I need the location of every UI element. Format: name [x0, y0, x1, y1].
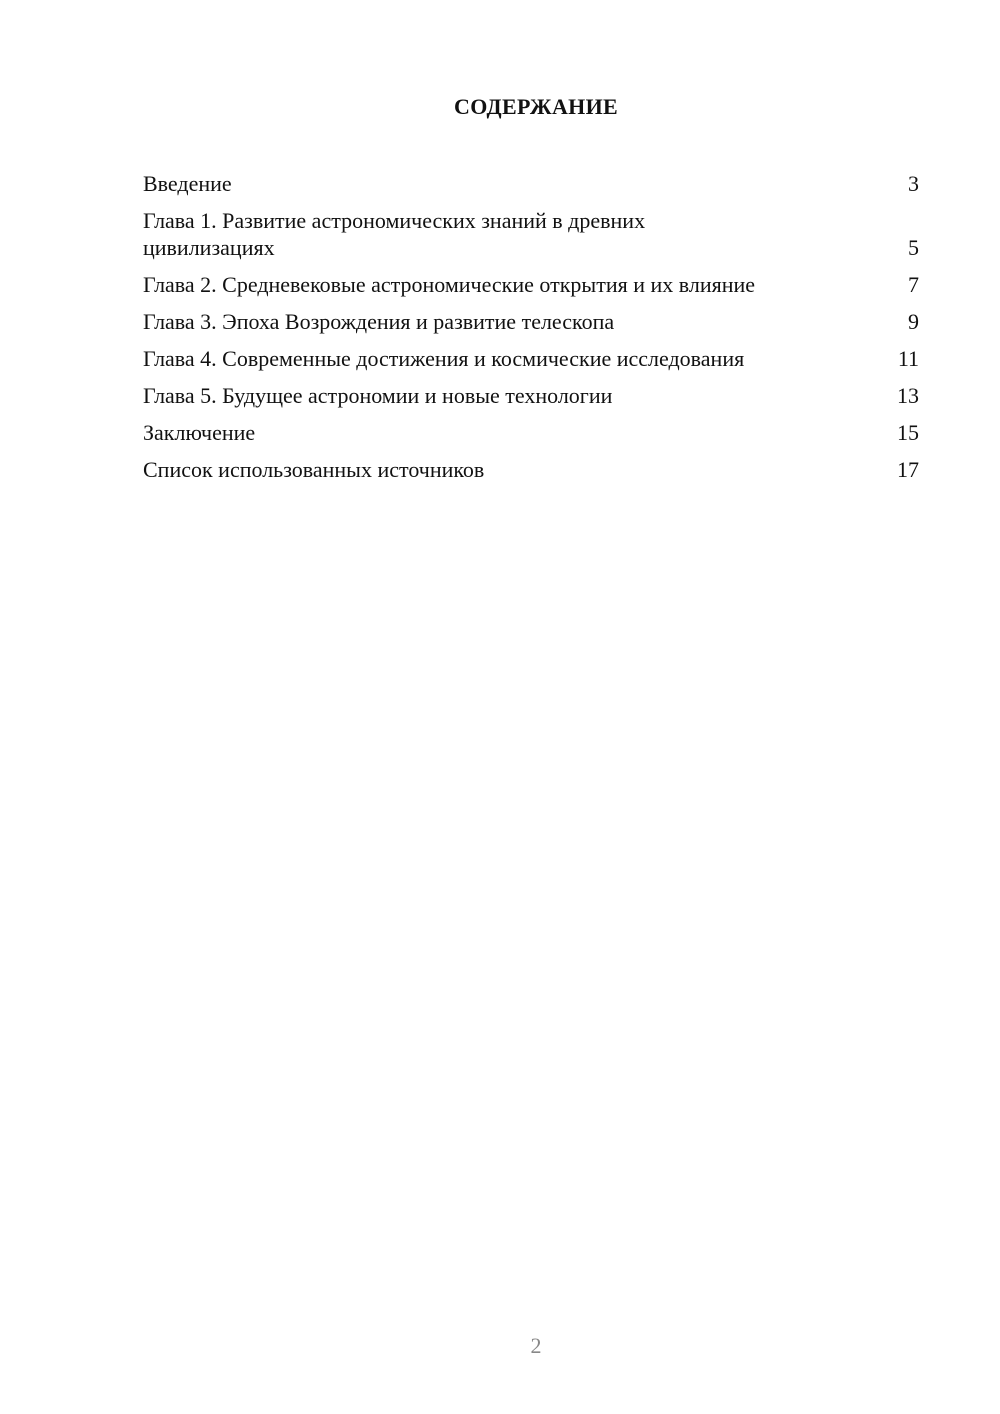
toc-entry-title: Список использованных источников	[143, 457, 485, 482]
toc-entry-title: Глава 5. Будущее астрономии и новые технологии	[143, 383, 613, 408]
page-number: 2	[530, 1333, 542, 1358]
toc-entry-page: 13	[897, 383, 919, 408]
toc-entry-chapter-5	[143, 382, 919, 409]
toc-entry-title: Глава 2. Средневековые астрономические открытия и их влияние	[143, 272, 756, 297]
toc-entry-chapter-4	[143, 345, 919, 372]
toc-entry-title: Введение	[143, 171, 232, 196]
toc-entry-page: 5	[908, 235, 919, 260]
toc-entry-page: 3	[908, 171, 919, 196]
toc-entry-chapter-1	[143, 207, 919, 261]
toc-entry-conclusion	[143, 419, 919, 446]
toc-entry-page: 9	[908, 309, 919, 334]
toc-entry-chapter-3	[143, 308, 919, 335]
toc-entry-title: Глава 4. Современные достижения и космические исследования	[143, 346, 745, 371]
toc-entry-title: Глава 3. Эпоха Возрождения и развитие телескопа	[143, 309, 615, 334]
toc-entry-title: Заключение	[143, 420, 256, 445]
toc-entry-page: 7	[908, 272, 919, 297]
toc-entry-page: 11	[897, 346, 919, 371]
toc-entry-references	[143, 456, 919, 483]
page-title: СОДЕРЖАНИЕ	[454, 94, 618, 119]
table-of-contents	[143, 170, 919, 493]
toc-entry-chapter-2	[143, 271, 919, 298]
toc-entry-title: Глава 1. Развитие астрономических знаний в древних цивилизациях	[143, 208, 646, 260]
toc-entry-page: 15	[897, 420, 919, 445]
toc-entry-introduction	[143, 170, 919, 197]
toc-entry-page: 17	[897, 457, 919, 482]
